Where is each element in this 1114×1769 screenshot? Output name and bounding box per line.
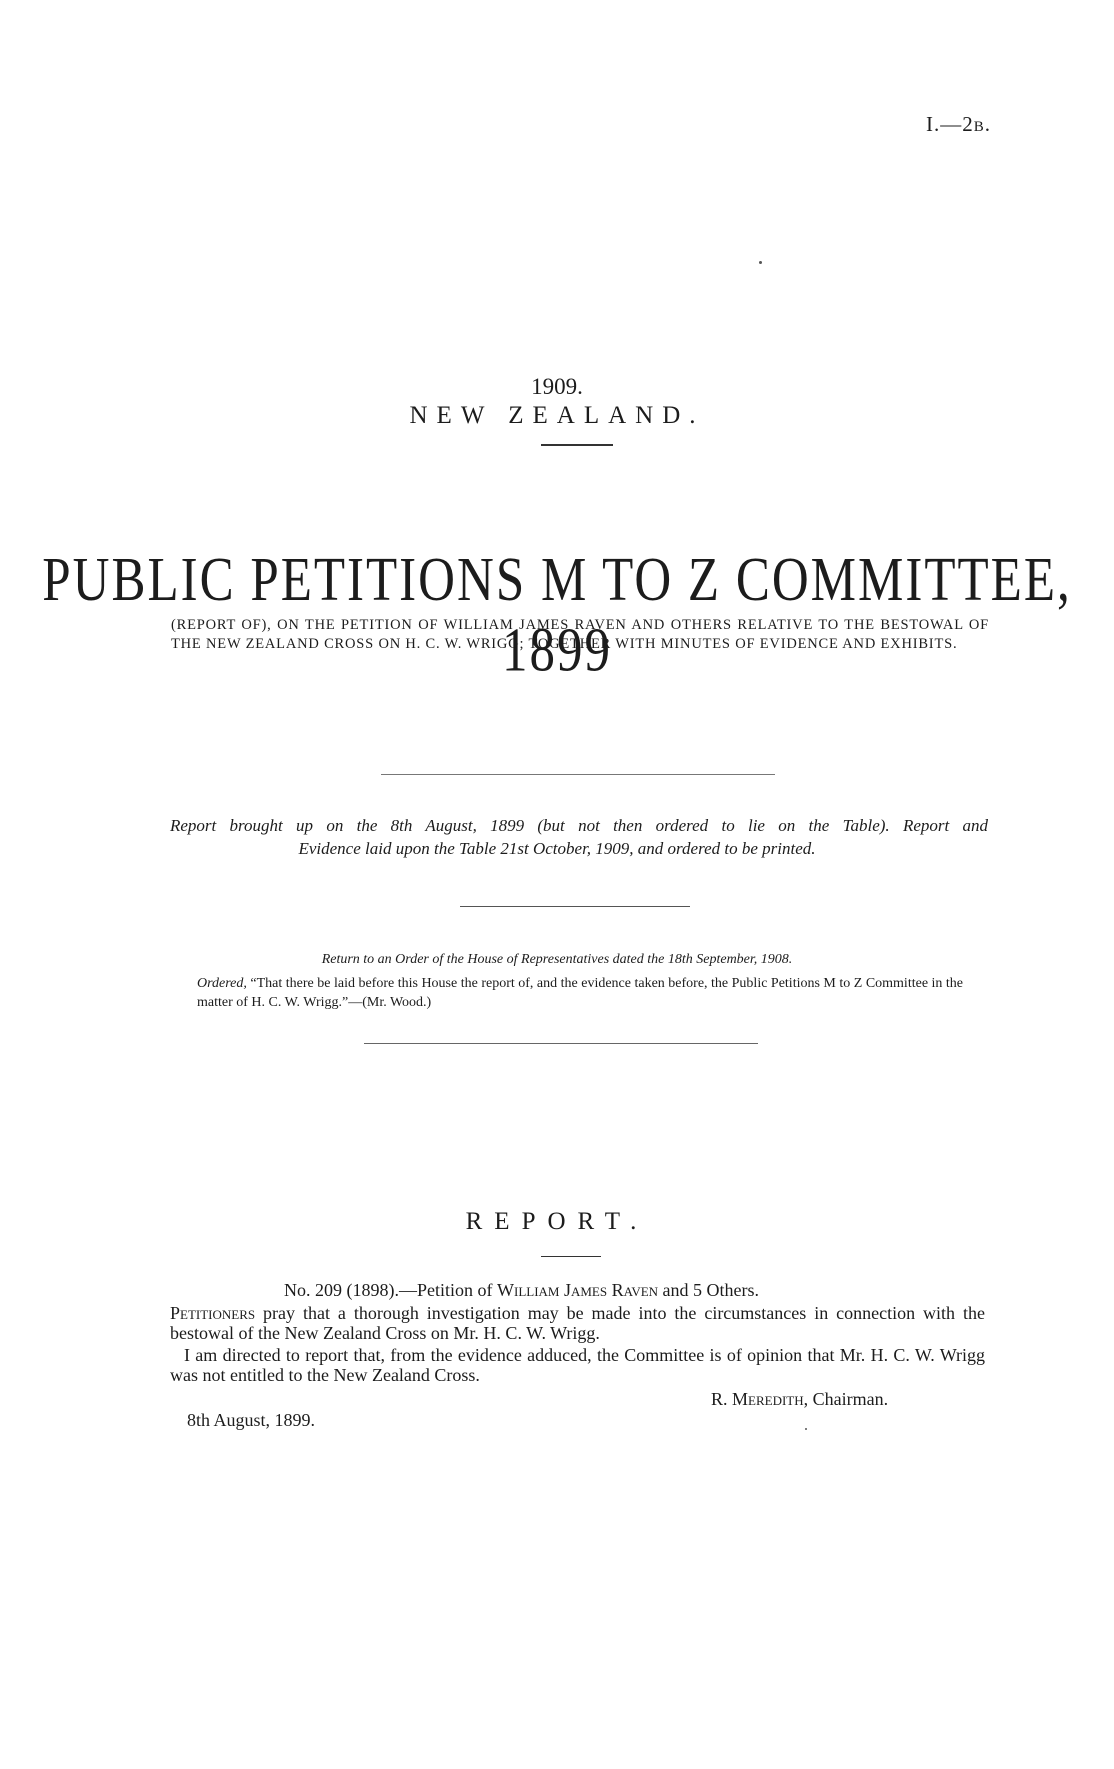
petitioners-lead: Petitioners (170, 1303, 256, 1323)
document-country: NEW ZEALAND. (409, 402, 705, 429)
petition-number (284, 1280, 759, 1301)
document-year: 1909. (531, 374, 583, 399)
report-notice-line1: Report brought up on the 8th August, 1899 (but not then ordered to lie on the Table). Report and (170, 816, 988, 835)
page-ref-suffix: B (973, 119, 985, 135)
divider (381, 774, 775, 775)
document-title: PUBLIC PETITIONS M TO Z COMMITTEE, 1899 (42, 546, 1072, 686)
divider (364, 1043, 758, 1044)
petitioner-name: William James Raven (497, 1280, 659, 1300)
signature-name: Meredith (732, 1389, 804, 1409)
page-ref-main: I.—2 (926, 112, 974, 136)
ordered-label: Ordered, (197, 976, 247, 991)
page-reference (926, 112, 991, 137)
report-paragraph-2: I am directed to report that, from the evidence adduced, the Committee is of opinion that Mr. H. C. W. Wrigg was not entitled to the New Zealand Cross. (170, 1345, 985, 1385)
petition-prefix: No. 209 (1898).—Petition of (284, 1280, 497, 1300)
report-notice-line2: Evidence laid upon the Table 21st October, 1909, and ordered to be printed. (298, 839, 816, 858)
para1-text: pray that a thorough investigation may be made into the circumstances in connection with the bestowal of the New Zealand Cross on Mr. H. C. W. Wrigg. (170, 1303, 985, 1343)
petition-suffix: and 5 Others. (658, 1280, 760, 1300)
signature (711, 1389, 888, 1410)
document-subtitle: (REPORT OF), ON THE PETITION OF WILLIAM JAMES RAVEN AND OTHERS RELATIVE TO THE BESTOWAL OF THE NEW ZEALAND CROSS ON H. C. W. WRIGG; TOGETHER WITH MINUTES OF EVIDENCE AND EXHIBITS. (171, 617, 989, 652)
report-date: 8th August, 1899. (187, 1410, 316, 1430)
scan-speck (805, 1428, 807, 1430)
divider (460, 906, 690, 907)
signature-initial: R. (711, 1389, 733, 1409)
page-ref-end: . (984, 112, 992, 136)
return-to-order: Return to an Order of the House of Representatives dated the 18th September, 1908. (321, 952, 793, 967)
report-heading: REPORT. (465, 1208, 649, 1235)
masthead-rule (541, 444, 613, 446)
scan-speck (759, 261, 762, 264)
report-paragraph-1 (170, 1303, 985, 1343)
ordered-text: “That there be laid before this House the report of, and the evidence taken before, the Public Petitions M to Z Committee in the matter of H. C. W. Wrigg.”—(Mr. Wood.) (197, 976, 964, 1010)
ordered-paragraph (197, 974, 985, 1012)
signature-title: , Chairman. (803, 1389, 889, 1409)
report-rule (541, 1256, 601, 1257)
